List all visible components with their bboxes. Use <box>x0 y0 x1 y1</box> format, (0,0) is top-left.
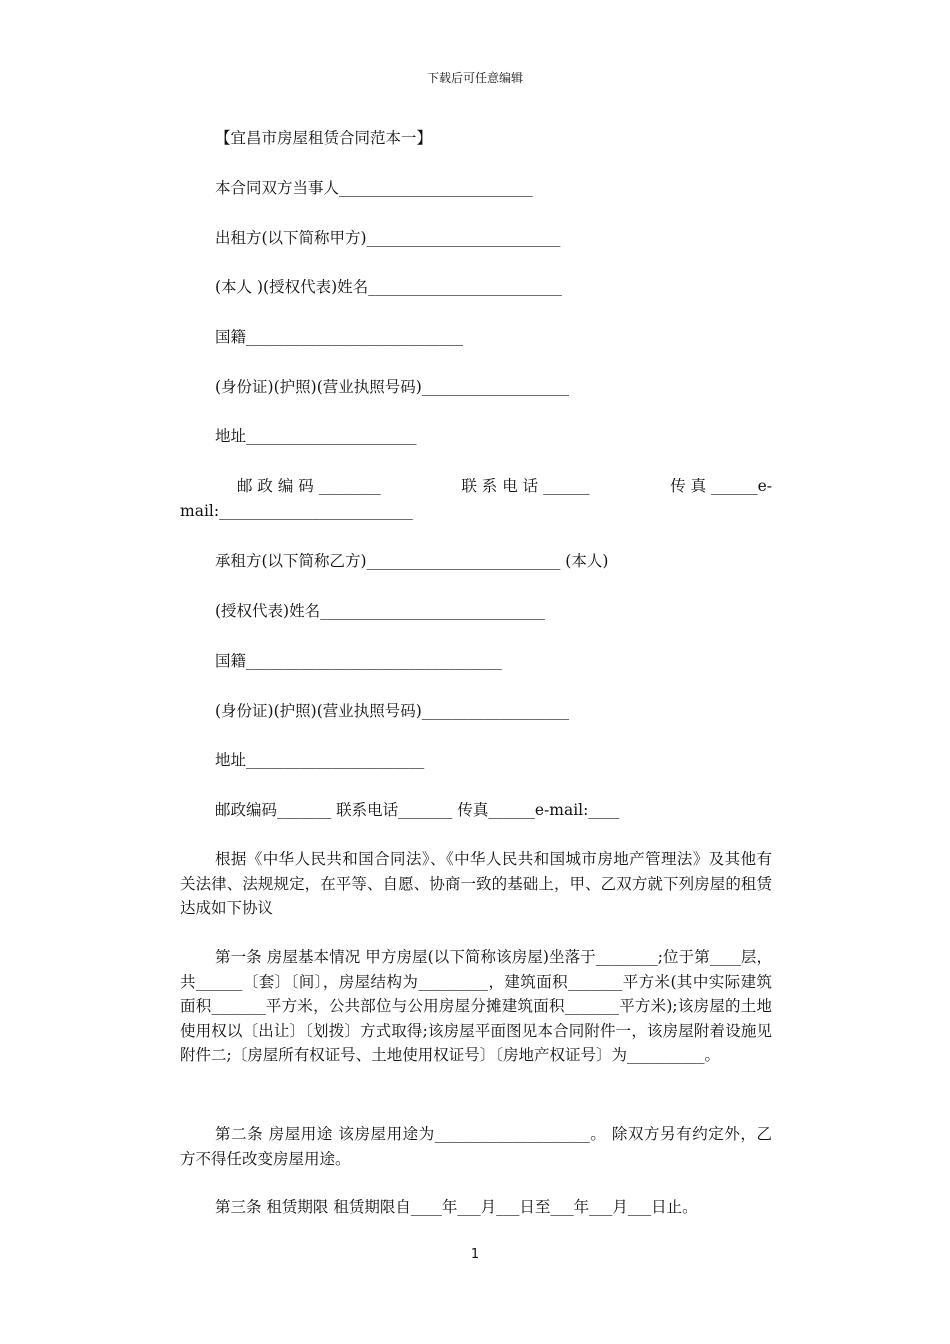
article-3-paragraph: 第三条 租赁期限 租赁期限自____年___月___日至___年___月___日止。 <box>215 1198 698 1216</box>
party-line: 本合同双方当事人_________________________ <box>215 179 533 197</box>
document-title: 【宜昌市房屋租赁合同范本一】 <box>215 129 433 147</box>
lessee-address-line: 地址_______________________ <box>215 751 425 769</box>
lessee-contact-line: 邮政编码_______ 联系电话_______ 传真______e-mail:____ <box>215 801 620 819</box>
legal-basis-paragraph: 根据《中华人民共和国合同法》、《中华人民共和国城市房地产管理法》及其他有关法律、法规规定，在平等、自愿、协商一致的基础上，甲、乙双方就下列房屋的租赁达成如下协议 <box>180 850 772 917</box>
lessee-name-line: (授权代表)姓名_____________________________ <box>215 602 545 620</box>
lessee-nationality-line: 国籍_________________________________ <box>215 652 502 670</box>
lessor-line: 出租方(以下简称甲方)_________________________ <box>215 229 561 247</box>
lessor-fax-field: 传 真 ______e- <box>670 477 772 495</box>
lessor-address-line: 地址______________________ <box>215 427 417 445</box>
lessor-contact-block <box>180 474 772 523</box>
lessor-phone-field: 联 系 电 话 ______ <box>461 477 590 495</box>
article-1-paragraph: 第一条 房屋基本情况 甲方房屋(以下简称该房屋)坐落于________;位于第____层，共______〔套〕〔间〕，房屋结构为_________，建筑面积_______平方米(其中实际建筑面积_______平方米，公共部位与公用房屋分摊建筑面积_______平方米);该房屋的土地使用权以〔出让〕〔划拨〕方式取得;该房屋平面图见本合同附件一，该房屋附着设施见附件二;〔房屋所有权证号、土地使用权证号〕〔房地产权证号〕为__________。 <box>180 948 772 1064</box>
lessee-id-line: (身份证)(护照)(营业执照号码)___________________ <box>215 702 570 720</box>
page-header-note: 下载后可任意编辑 <box>426 71 523 85</box>
article-2-paragraph: 第二条 房屋用途 该房屋用途为____________________。 除双方另有约定外，乙方不得任改变房屋用途。 <box>180 1125 772 1168</box>
page-number: 1 <box>470 1247 480 1262</box>
lessor-name-line: (本人 )(授权代表)姓名_________________________ <box>215 278 562 296</box>
lessee-line: 承租方(以下简称乙方)_________________________ (本人) <box>215 552 609 570</box>
lessor-email-field: mail:_________________________ <box>180 501 413 520</box>
lessor-id-line: (身份证)(护照)(营业执照号码)___________________ <box>215 378 570 396</box>
lessor-postal-field: 邮 政 编 码 ________ <box>237 477 381 495</box>
lessor-nationality-line: 国籍____________________________ <box>215 328 464 346</box>
